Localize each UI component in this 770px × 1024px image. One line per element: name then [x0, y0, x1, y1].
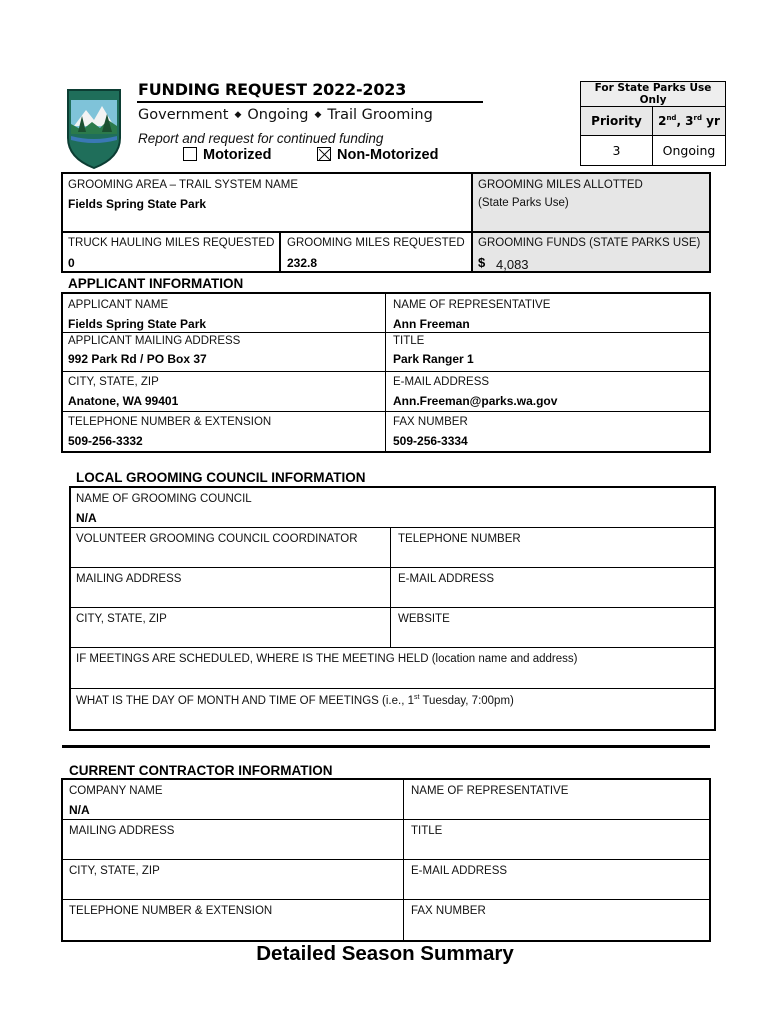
council-city-label: CITY, STATE, ZIP — [76, 613, 167, 625]
title-value[interactable]: Park Ranger 1 — [393, 352, 474, 366]
detailed-season-summary-heading: Detailed Season Summary — [256, 942, 514, 965]
non-motorized-label: Non-Motorized — [337, 147, 439, 163]
truck-hauling-value[interactable]: 0 — [68, 256, 75, 270]
subtitle-part: Ongoing — [247, 107, 309, 123]
form-title: FUNDING REQUEST 2022-2023 — [138, 80, 407, 99]
telephone-value[interactable]: 509-256-3332 — [68, 434, 143, 448]
year-header: 2nd, 3rd yr — [653, 107, 726, 136]
representative-label: NAME OF REPRESENTATIVE — [393, 299, 551, 311]
contractor-box — [61, 778, 711, 942]
year-value: Ongoing — [653, 136, 726, 166]
council-mailing-label: MAILING ADDRESS — [76, 573, 182, 585]
miles-allotted-sub: (State Parks Use) — [478, 197, 569, 209]
contractor-email-label: E-MAIL ADDRESS — [411, 865, 508, 877]
telephone-label: TELEPHONE NUMBER & EXTENSION — [68, 416, 272, 428]
mailing-address-label: APPLICANT MAILING ADDRESS — [68, 335, 241, 347]
state-parks-heading: For State Parks Use Only — [581, 82, 726, 107]
council-website-label: WEBSITE — [398, 613, 450, 625]
subtitle-part: Trail Grooming — [327, 107, 433, 123]
diamond-separator-icon: ◆ — [234, 110, 242, 120]
motorized-checkbox[interactable] — [183, 147, 271, 163]
state-parks-use-table — [580, 81, 726, 166]
washington-state-parks-logo — [64, 86, 124, 170]
grooming-funds-label: GROOMING FUNDS (STATE PARKS USE) — [478, 237, 701, 249]
grooming-funds-value[interactable]: 4,083 — [496, 257, 529, 272]
council-telephone-label: TELEPHONE NUMBER — [398, 533, 521, 545]
grooming-area-label: GROOMING AREA – TRAIL SYSTEM NAME — [68, 179, 299, 191]
truck-hauling-label: TRUCK HAULING MILES REQUESTED — [68, 237, 275, 249]
applicant-heading: APPLICANT INFORMATION — [68, 276, 244, 291]
meeting-time-label: WHAT IS THE DAY OF MONTH AND TIME OF MEETINGS (i.e., 1st Tuesday, 7:00pm) — [76, 694, 514, 707]
title-label: TITLE — [393, 335, 425, 347]
company-name-value[interactable]: N/A — [69, 803, 90, 817]
council-name-value[interactable]: N/A — [76, 511, 97, 525]
grooming-area-value[interactable]: Fields Spring State Park — [68, 197, 207, 211]
email-label: E-MAIL ADDRESS — [393, 376, 490, 388]
motorized-label: Motorized — [203, 147, 272, 163]
council-name-label: NAME OF GROOMING COUNCIL — [76, 493, 252, 505]
meeting-location-label: IF MEETINGS ARE SCHEDULED, WHERE IS THE MEETING HELD (location name and address) — [76, 653, 578, 665]
applicant-name-value[interactable]: Fields Spring State Park — [68, 317, 207, 331]
contractor-rep-label: NAME OF REPRESENTATIVE — [411, 785, 569, 797]
title-underline — [137, 101, 483, 103]
priority-header: Priority — [581, 107, 653, 136]
representative-value[interactable]: Ann Freeman — [393, 317, 470, 331]
miles-allotted-label: GROOMING MILES ALLOTTED — [478, 179, 643, 191]
non-motorized-checkbox[interactable] — [317, 147, 438, 163]
section-divider — [62, 745, 710, 748]
council-coordinator-label: VOLUNTEER GROOMING COUNCIL COORDINATOR — [76, 533, 358, 545]
fax-label: FAX NUMBER — [393, 416, 468, 428]
city-state-zip-label: CITY, STATE, ZIP — [68, 376, 159, 388]
checkbox-unchecked-icon[interactable] — [183, 147, 197, 161]
contractor-telephone-label: TELEPHONE NUMBER & EXTENSION — [69, 905, 273, 917]
council-email-label: E-MAIL ADDRESS — [398, 573, 495, 585]
applicant-name-label: APPLICANT NAME — [68, 299, 169, 311]
city-state-zip-value[interactable]: Anatone, WA 99401 — [68, 394, 179, 408]
fax-value[interactable]: 509-256-3334 — [393, 434, 468, 448]
contractor-heading: CURRENT CONTRACTOR INFORMATION — [69, 763, 333, 778]
company-name-label: COMPANY NAME — [69, 785, 163, 797]
miles-requested-value[interactable]: 232.8 — [287, 256, 318, 270]
contractor-city-label: CITY, STATE, ZIP — [69, 865, 160, 877]
checkbox-checked-icon[interactable] — [317, 147, 331, 161]
form-subtitle — [138, 107, 433, 123]
subtitle-part: Government — [138, 107, 229, 123]
contractor-title-label: TITLE — [411, 825, 443, 837]
contractor-mailing-label: MAILING ADDRESS — [69, 825, 175, 837]
miles-requested-label: GROOMING MILES REQUESTED — [287, 237, 465, 249]
priority-value: 3 — [581, 136, 653, 166]
report-description: Report and request for continued funding — [138, 131, 384, 146]
funds-currency: $ — [478, 255, 486, 270]
council-heading: LOCAL GROOMING COUNCIL INFORMATION — [76, 470, 366, 485]
email-value[interactable]: Ann.Freeman@parks.wa.gov — [393, 394, 558, 408]
contractor-fax-label: FAX NUMBER — [411, 905, 486, 917]
diamond-separator-icon: ◆ — [314, 110, 322, 120]
mailing-address-value[interactable]: 992 Park Rd / PO Box 37 — [68, 352, 207, 366]
